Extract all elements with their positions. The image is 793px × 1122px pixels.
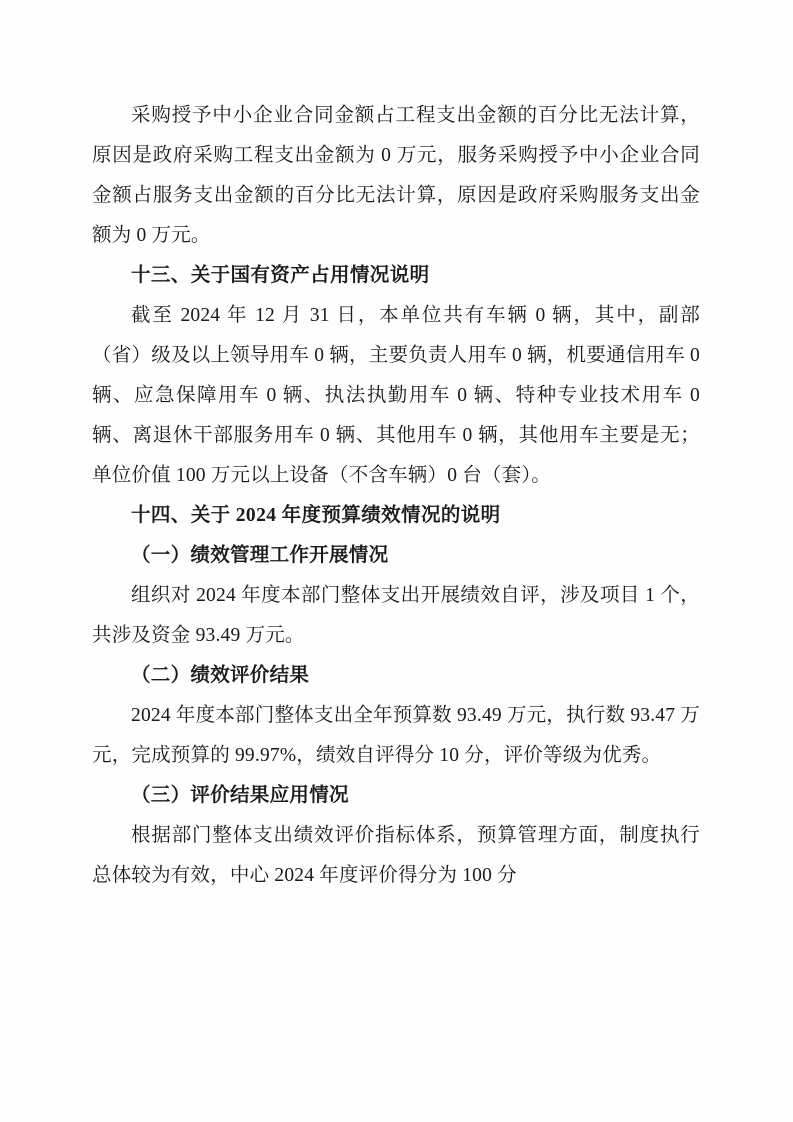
subheading-application-of-results: （三）评价结果应用情况 xyxy=(131,785,349,806)
subheading-evaluation-results: （二）绩效评价结果 xyxy=(131,665,310,686)
document-body xyxy=(92,96,700,896)
heading-state-assets: 十三、关于国有资产占用情况说明 xyxy=(131,265,430,286)
subheading-performance-management: （一）绩效管理工作开展情况 xyxy=(131,545,389,566)
paragraph-application-detail: 根据部门整体支出绩效评价指标体系，预算管理方面，制度执行总体较为有效，中心 2024 年度评价得分为 100 分 xyxy=(92,825,700,886)
paragraph-evaluation-figures: 2024 年度本部门整体支出全年预算数 93.49 万元，执行数 93.47 万元，完成预算的 99.97%，绩效自评得分 10 分，评价等级为优秀。 xyxy=(92,705,700,766)
paragraph-self-assessment-scope: 组织对 2024 年度本部门整体支出开展绩效自评，涉及项目 1 个，共涉及资金 93.49 万元。 xyxy=(92,585,700,646)
heading-budget-performance: 十四、关于 2024 年度预算绩效情况的说明 xyxy=(131,505,501,526)
paragraph-procurement-sme: 采购授予中小企业合同金额占工程支出金额的百分比无法计算，原因是政府采购工程支出金额为 0 万元，服务采购授予中小企业合同金额占服务支出金额的百分比无法计算，原因是政府采购服务支出金额为 0 万元。 xyxy=(92,105,700,246)
paragraph-vehicles-and-equipment: 截至 2024 年 12 月 31 日，本单位共有车辆 0 辆，其中，副部（省）级及以上领导用车 0 辆，主要负责人用车 0 辆，机要通信用车 0 辆、应急保障用车 0 辆、执法执勤用车 0 辆、特种专业技术用车 0 辆、离退休干部服务用车 0 辆、其他用车 0 辆，其他用车主要是无；单位价值 100 万元以上设备（不含车辆）0 台（套）。 xyxy=(92,305,700,486)
